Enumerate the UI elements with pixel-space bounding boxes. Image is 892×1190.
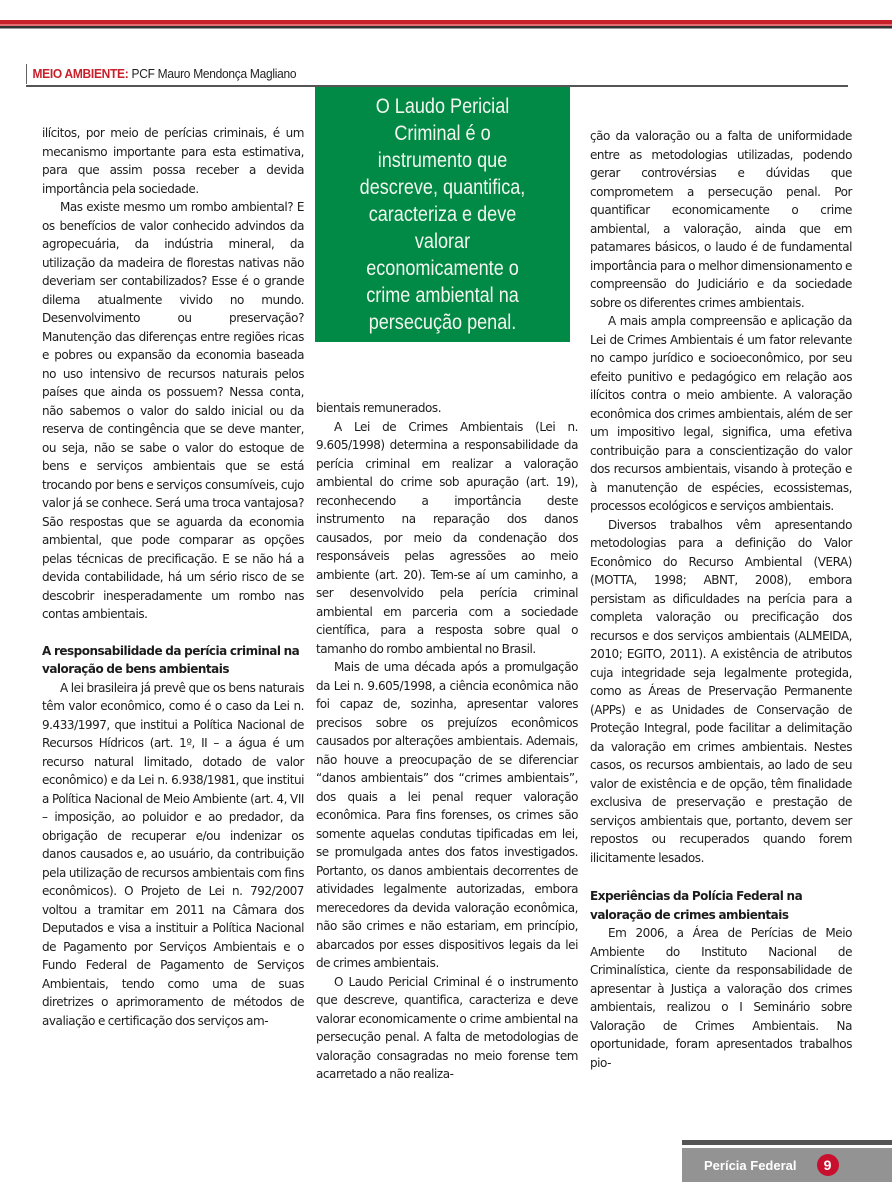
section-heading: A responsabilidade da perícia criminal na valoração de bens ambientais [42,643,300,676]
article-column-1 [42,124,304,1030]
author-name: PCF Mauro Mendonça Magliano [128,66,297,81]
footer-rule [682,1140,892,1145]
top-border-grey [0,28,892,29]
paragraph: ção da valoração ou a falta de uniformidade entre as metodologias utilizadas, podendo gerar controvérsias e dúvidas que comprometem a persecução penal. Por quantificar economicamente o crime ambiental, a valoração, ainda que em patamares básicos, o laudo é de fundamental importância para o melhor dimensionamento e compreensão do Judiciário e da sociedade sobre os diferentes crimes ambientais. [590,129,852,310]
section-heading: Experiências da Polícia Federal na valoração de crimes ambientais [590,889,803,922]
paragraph: O Laudo Pericial Criminal é o instrumento que descreve, quantifica, caracteriza e deve valorar economicamente o crime ambiental na persecução penal. A falta de metodologias de valoração consagradas no meio forense tem acarretado a não realiza- [316,974,578,1081]
page-number-badge: 9 [817,1154,839,1176]
paragraph: Diversos trabalhos vêm apresentando metodologias para a definição do Valor Econômico do Recurso Ambiental (VERA) (MOTTA, 1998; ABNT, 2008), embora persistam as dificuldades na perícia para a completa valoração ou precificação dos recursos e dos serviços ambientais (ALMEIDA, 2010; EGITO, 2011). A existência de atributos cuja integridade seja legalmente protegida, como as Áreas de Preservação Permanente (APPs) e as Unidades de Conservação de Proteção Integral, pode facilitar a delimitação da valoração em crimes ambientais. Nestes casos, os recursos ambientais, ao lado de seu valor de existência e de opção, têm finalidade exclusiva de preservação e prestação de serviços ambientais que, portanto, devem ser repostos ou recuperados quando forem ilicitamente lesados. [590,517,852,865]
paragraph: Em 2006, a Área de Perícias de Meio Ambiente do Instituto Nacional de Criminalística, ciente da responsabilidade de apresentar à Justiça a valoração dos crimes ambientais, realizou o I Seminário sobre Valoração de Crimes Ambientais. Na oportunidade, foram apresentados trabalhos pio- [590,926,852,1070]
paragraph: Mas existe mesmo um rombo ambiental? E os benefícios de valor conhecido advindos da agropecuária, da indústria mineral, da utilização da madeira de florestas nativas não deveriam ser contabilizados? Esse é o grande dilema atualmente vivido no mundo. Desenvolvimento ou preservação? Manutenção das diferenças entre regiões ricas e pobres ou expansão da economia baseada no uso intensivo de recursos naturais pelos países que ainda os possuem? Nessa conta, não sabemos o valor do saldo inicial ou da reserva de contingência que se deve manter, ou seja, não se sabe o valor do estoque de bens e serviços ambientais que se está trocando por bens e serviços consumíveis, cujo valor já se conhece. Será uma troca vantajosa? São respostas que se aguarda da economia ambiental, que pode comparar as opções pelas técnicas de precificação. E se não há a devida contabilidade, há um sério risco de se descobrir inesperadamente um rombo nas contas ambientais. [42,200,304,621]
paragraph: A lei brasileira já prevê que os bens naturais têm valor econômico, como é o caso da Lei n. 9.433/1997, que institui a Política Nacional de Recursos Hídricos (art. 1º, II – a água é um recurso natural limitado, dotado de valor econômico) e da Lei n. 6.938/1981, que institui a Política Nacional de Meio Ambiente (art. 4, VII – imposição, ao poluidor e ao predador, da obrigação de recuperar e/ou indenizar os danos causados e, ao usuário, da contribuição pela utilização de recursos ambientais com fins econômicos). O Projeto de Lei n. 792/2007 voltou a tramitar em 2011 na Câmara dos Deputados e visa a instituir a Política Nacional de Pagamento por Serviços Ambientais e o Fundo Federal de Pagamento de Serviços Ambientais, tendo como uma de suas diretrizes o aprimoramento de métodos de avaliação e certificação dos serviços am- [42,680,304,1028]
pullquote-text: O Laudo Pericial Criminal é o instrumento que descreve, quantifica, caracteriza e deve valorar economicamente o crime ambiental na persecução penal. [359,95,526,334]
footer-band [682,1148,892,1182]
running-head [26,64,296,84]
paragraph: Mais de uma década após a promulgação da Lei n. 9.605/1998, a ciência econômica não foi capaz de, sozinha, apresentar valores precisos sobre os prejuízos econômicos causados por alterações ambientais. Ademais, não houve a preocupação de se diferenciar “danos ambientais” dos “crimes ambientais”, dos quais a lei penal requer valoração econômica. Para fins forenses, os crimes são somente aquelas condutas tipificadas em lei, se promulgada antes dos fatos investigados. Portanto, os danos ambientais decorrentes de atividades legalmente autorizadas, embora merecedores da devida valoração econômica, não são crimes e não estariam, em princípio, abarcados por esses dispositivos legais da lei de crimes ambientais. [316,660,578,970]
paragraph: A mais ampla compreensão e aplicação da Lei de Crimes Ambientais é um fator relevante no campo jurídico e socioeconômico, por seu efeito punitivo e pedagógico em relação aos ilícitos contra o meio ambiente. A valoração econômica dos crimes ambientais, além de ser um impositivo legal, significa, uma efetiva contribuição para a conscientização do valor dos recursos ambientais, visando à proteção e à manutenção de espécies, ecossistemas, processos ecológicos e serviços ambientais. [590,314,852,513]
paragraph: bientais remunerados. [316,401,442,415]
paragraph: ilícitos, por meio de perícias criminais, é um mecanismo importante para esta estimativa, para que assim possa receber a devida importância pela sociedade. [42,126,304,196]
article-column-3 [590,127,852,1072]
article-column-2 [316,399,578,1084]
section-label: MEIO AMBIENTE: [32,66,129,81]
publication-name: Perícia Federal [704,1157,797,1173]
pullquote-box [315,87,570,342]
paragraph: A Lei de Crimes Ambientais (Lei n. 9.605/1998) determina a responsabilidade da perícia criminal em realizar a valoração ambiental do crime sob apuração (art. 19), reconhecendo a importância deste instrumento na reparação dos danos causados, por meio da condenação dos responsáveis pelas agressões ao meio ambiente (art. 20). Tem-se aí um caminho, a ser desenvolvido pela perícia criminal ambiental em parceria com a sociedade científica, para a resposta sobre qual o tamanho do rombo ambiental no Brasil. [316,419,578,656]
